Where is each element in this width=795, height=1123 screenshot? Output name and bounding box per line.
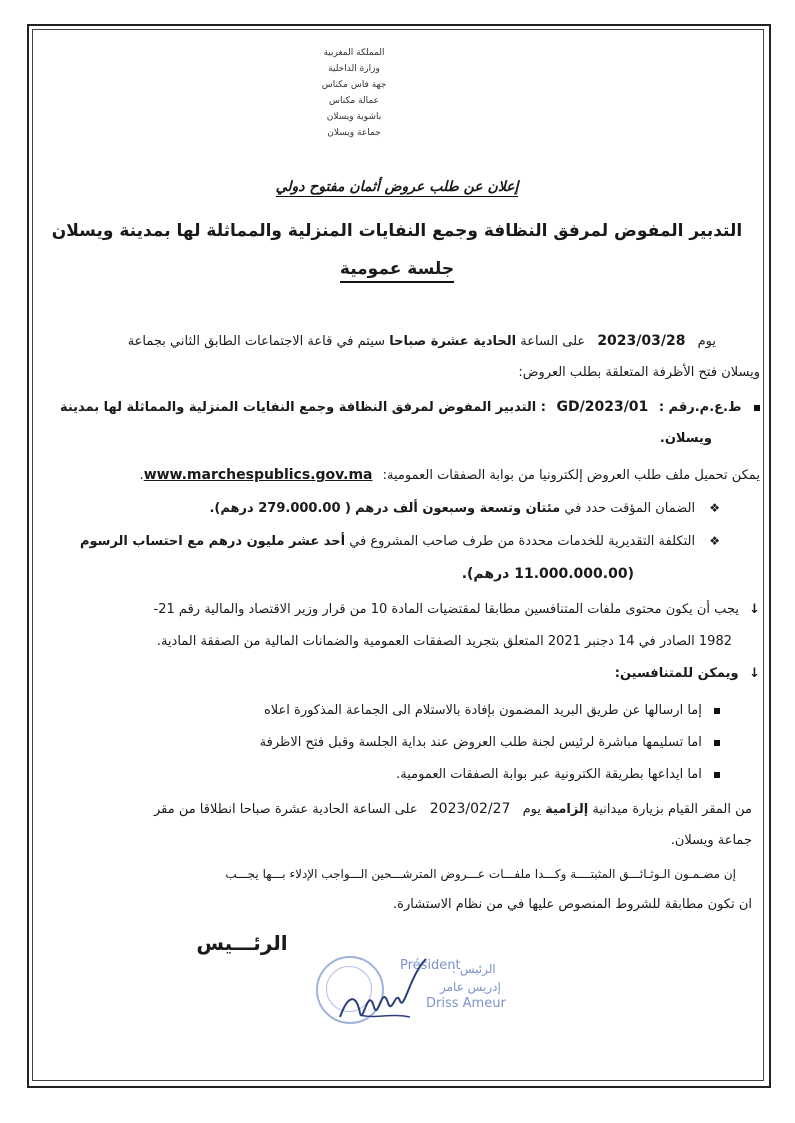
cost-amount-line — [34, 566, 760, 582]
visit-line-1: من المقر القيام بزيارة ميدانية إلزامية يوم 2023/02/27 على الساعة الحادية عشرة صباحا انطلاقا من مقر — [153, 801, 752, 817]
closing-line-1: إن مضـمـون الـوثـائـــق المثبتــــة وكـــدا ملفـــات عـــروض المترشـــحين الـــواجب الإدلاء بـــها يجـــب — [225, 867, 736, 881]
visit-mandatory: إلزامية — [545, 802, 589, 817]
square-bullet-icon — [714, 772, 720, 778]
opening-date: 2023/03/28 — [597, 333, 686, 349]
square-bullet-icon — [714, 740, 720, 746]
diamond-bullet-icon: ❖ — [709, 534, 720, 548]
competitor-option-3: اما ايداعها بطريقة الكترونية عبر بوابة الصفقات العمومية. — [34, 767, 760, 782]
session-text: جلسة عمومية — [340, 259, 454, 283]
opening-line-1: يوم 2023/03/28 على الساعة الحادية عشرة صباحا سيتم في قاعة الاجتماعات الطابق الثاني بجماعة — [127, 333, 716, 349]
reference-city: ويسلان. — [659, 431, 712, 446]
square-bullet-icon — [754, 405, 760, 411]
cost-amount: (11.000.000.00 درهم). — [461, 566, 634, 582]
opening-time: الحادية عشرة صباحا — [389, 334, 517, 349]
marches-publics-link[interactable]: www.marchespublics.gov.ma — [143, 467, 373, 483]
visit-line-2: جماعة ويسلان. — [670, 833, 752, 848]
header-region: جهة فاس مكناس — [321, 80, 387, 90]
header-pashalik: باشوية ويسلان — [326, 112, 382, 122]
announcement-title — [34, 179, 760, 195]
cost-line: ❖ التكلفة التقديرية للخدمات محددة من طرف صاحب المشروع في أحد عشر مليون درهم مع احتساب الرسوم — [79, 534, 720, 549]
announcement-text: إعلان عن طلب عروض أثمان مفتوح دولي — [275, 179, 519, 195]
stamp-name-ar: إدريس عامر — [440, 980, 501, 994]
opening-line-2: ويسلان فتح الأظرفة المتعلقة بطلب العروض: — [518, 365, 760, 380]
official-header — [284, 45, 424, 141]
header-kingdom: المملكة المغربية — [323, 48, 385, 58]
competitor-option-1: إما ارسالها عن طريق البريد المضمون بإفادة بالاستلام الى الجماعة المذكورة اعلاه — [34, 703, 760, 718]
header-ministry: وزارة الداخلية — [328, 64, 380, 74]
guarantee-amount: ( 279.000.00 درهم). — [209, 501, 351, 516]
stamp-title-fr: Président — [400, 958, 461, 973]
cost-amount-words: أحد عشر مليون درهم مع احتساب الرسوم — [79, 534, 346, 549]
header-commune: جماعة ويسلان — [327, 128, 381, 138]
stamp-title: الرئيس : — [452, 962, 496, 976]
competitor-option-2: اما تسليمها مباشرة لرئيس لجنة طلب العروض عند بداية الجلسة وقبل فتح الاظرفة — [34, 735, 760, 750]
reference-number: GD/2023/01 — [556, 399, 649, 415]
download-line: يمكن تحميل ملف طلب العروض إلكترونيا من بوابة الصفقات العمومية: www.marchespublics.gov.ma. — [139, 467, 760, 483]
tender-subject: التدبير المفوض لمرفق النظافة وجمع النفايات المنزلية والمماثلة لها بمدينة ويسلان — [51, 221, 743, 241]
square-bullet-icon — [714, 708, 720, 714]
document-page — [34, 31, 760, 1077]
arrow-bullet-icon: ↓ — [749, 666, 760, 681]
arrow-bullet-icon: ↓ — [749, 602, 760, 617]
visit-date: 2023/02/27 — [429, 801, 511, 817]
content-line-1: ↓ يجب أن يكون محتوى ملفات المتنافسين مطابقا لمقتضيات المادة 10 من قرار وزير الاقتصاد والمالية رقم 21- — [153, 602, 760, 617]
competitors-title-line: ↓ ويمكن للمتنافسين: — [614, 666, 760, 681]
guarantee-line: ❖ الضمان المؤقت حدد في مئتان وتسعة وسبعون ألف درهم ( 279.000.00 درهم). — [209, 501, 720, 516]
handwritten-signature-icon — [330, 955, 440, 1035]
reference-line: ط.ع.م.رقم : GD/2023/01 : التدبير المفوض لمرفق النظافة وجمع النفايات المنزلية والمماثلة لها بمدينة — [34, 399, 760, 415]
content-line-2: 1982 الصادر في 14 دجنبر 2021 المتعلق بتجريد الصفقات العمومية والضمانات المالية من الصفقة المادية. — [156, 634, 732, 649]
closing-line-2: ان تكون مطابقة للشروط المنصوص عليها في من نظام الاستشارة. — [393, 897, 752, 912]
stamp-name-fr: Driss Ameur — [426, 996, 506, 1011]
guarantee-amount-words: مئتان وتسعة وسبعون ألف درهم — [355, 501, 561, 516]
header-prefecture: عمالة مكناس — [329, 96, 379, 106]
diamond-bullet-icon: ❖ — [709, 501, 720, 515]
president-title: الرئـــيس — [196, 931, 288, 955]
session-heading — [34, 259, 760, 279]
